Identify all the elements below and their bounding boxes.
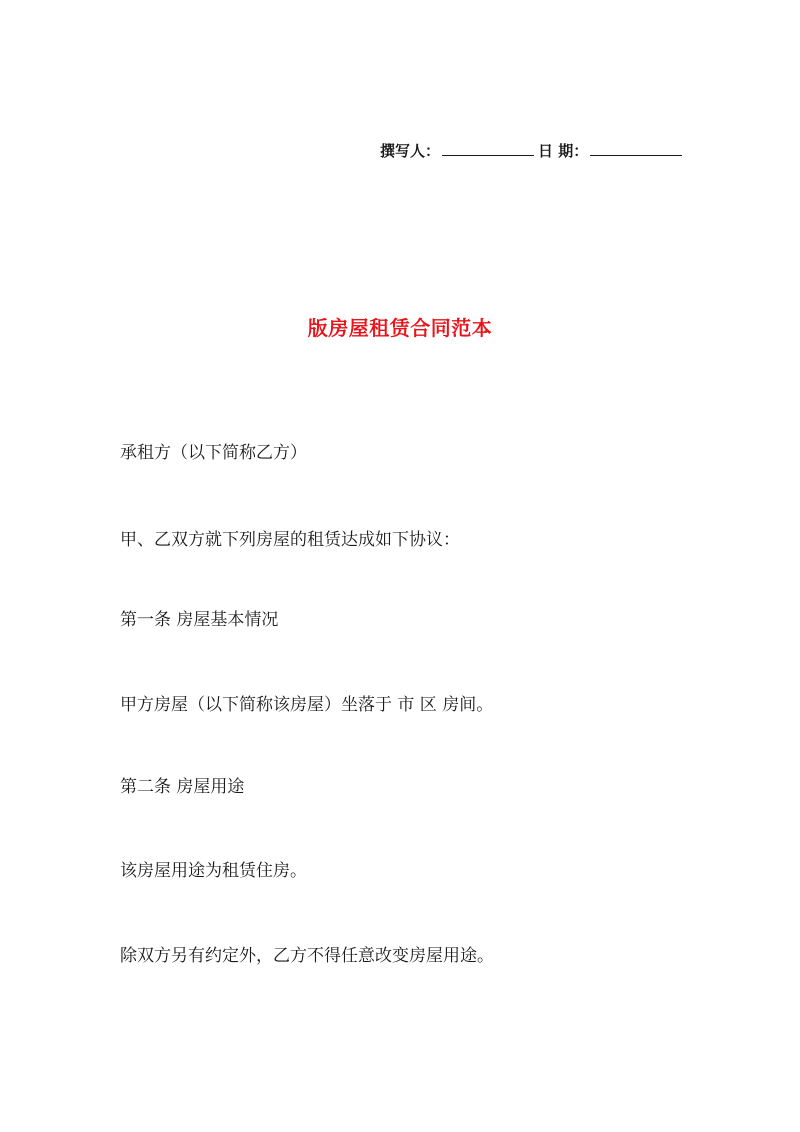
paragraph-location: 甲方房屋（以下简称该房屋）坐落于 市 区 房间。: [120, 695, 494, 715]
author-date-line: [380, 140, 700, 162]
paragraph-usage: 该房屋用途为租赁住房。: [120, 861, 307, 881]
document-title: 版房屋租赁合同范本: [307, 316, 493, 340]
date-label: 日 期：: [538, 142, 589, 160]
paragraph-article-2: 第二条 房屋用途: [120, 777, 245, 797]
author-blank: [442, 141, 534, 156]
author-label: 撰写人：: [380, 142, 441, 160]
paragraph-article-1: 第一条 房屋基本情况: [120, 610, 279, 630]
paragraph-tenant: 承租方（以下简称乙方）: [120, 443, 307, 463]
paragraph-restriction: 除双方另有约定外，乙方不得任意改变房屋用途。: [120, 946, 494, 966]
paragraph-agreement: 甲、乙双方就下列房屋的租赁达成如下协议：: [120, 530, 460, 550]
date-blank: [590, 141, 682, 156]
